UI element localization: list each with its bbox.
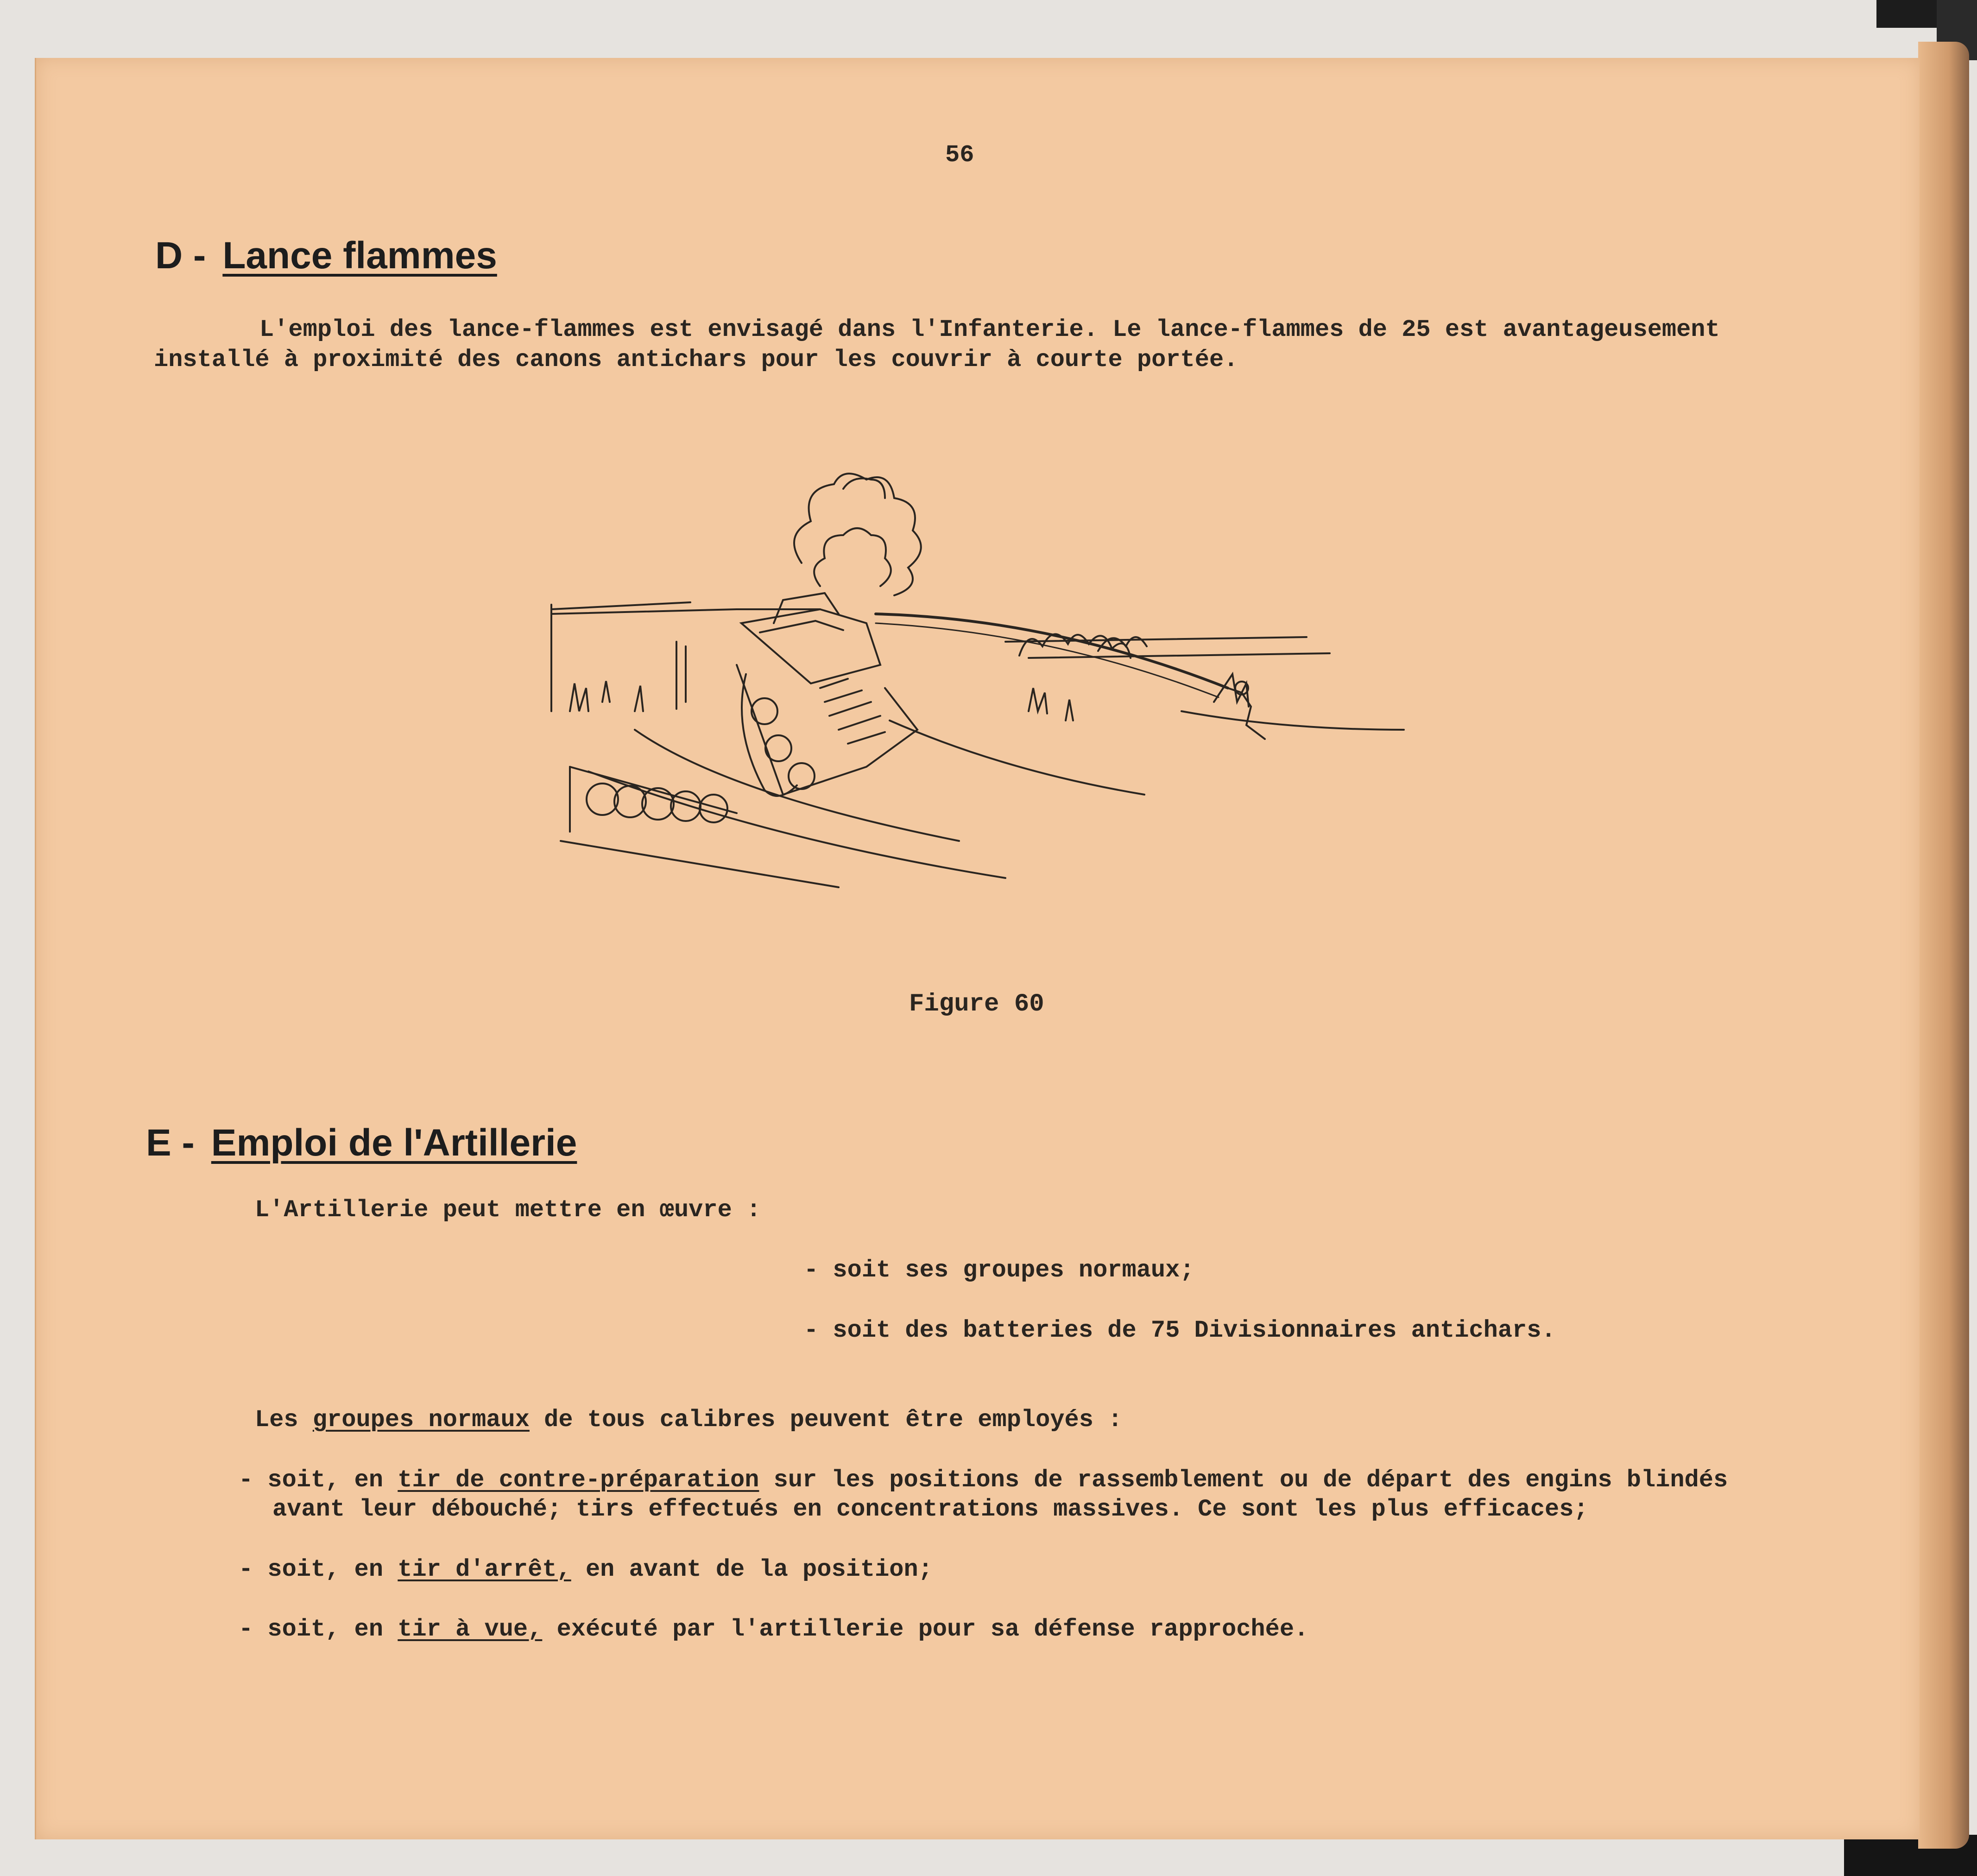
bullet-contre-preparation [239, 1465, 1728, 1495]
bullet-3-term: tir à vue, [398, 1616, 543, 1643]
bullet-tir-arret [239, 1555, 933, 1585]
bullet-contre-preparation-continuation: avant leur débouché; tirs effectués en concentrations massives. Ce sont les plus efficaces; [272, 1496, 1588, 1523]
bullet-2-term: tir d'arrêt, [398, 1556, 571, 1583]
para-suffix: de tous calibres peuvent être employés : [544, 1406, 1123, 1434]
section-e-title: Emploi de l'Artillerie [211, 1122, 577, 1164]
groupes-normaux-paragraph [255, 1405, 1122, 1435]
section-e-intro: L'Artillerie peut mettre en œuvre : [255, 1196, 761, 1224]
figure-60-illustration [542, 470, 1409, 897]
artillery-option-2: - soit des batteries de 75 Divisionnaires antichars. [804, 1317, 1556, 1344]
section-d-heading [155, 234, 497, 278]
bullet-2-suffix: en avant de la position; [585, 1556, 933, 1583]
page-number: 56 [945, 141, 974, 169]
figure-caption: Figure 60 [909, 990, 1044, 1018]
bullet-3-prefix: - soit, en [239, 1616, 384, 1643]
artillery-option-1: - soit ses groupes normaux; [804, 1257, 1194, 1284]
para-underlined: groupes normaux [312, 1406, 530, 1434]
section-e-heading [146, 1121, 577, 1165]
bullet-1-prefix: - soit, en [239, 1466, 384, 1494]
bullet-1-term: tir de contre-préparation [398, 1466, 759, 1494]
section-d-title: Lance flammes [222, 234, 497, 277]
bullet-2-prefix: - soit, en [239, 1556, 384, 1583]
para-prefix: Les [255, 1406, 298, 1434]
page-fold [1918, 42, 1969, 1849]
section-d-line-1: L'emploi des lance-flammes est envisagé dans l'Infanterie. Le lance-flammes de 25 est avantageusement [259, 316, 1720, 343]
section-d-line-2: installé à proximité des canons antichars pour les couvrir à courte portée. [154, 346, 1238, 373]
section-d-letter: D - [155, 234, 206, 277]
bullet-tir-a-vue [239, 1615, 1308, 1644]
section-e-letter: E - [146, 1122, 195, 1164]
bullet-3-suffix: exécuté par l'artillerie pour sa défense rapprochée. [556, 1616, 1309, 1643]
bullet-1-suffix: sur les positions de rassemblement ou de départ des engins blindés [773, 1466, 1728, 1494]
